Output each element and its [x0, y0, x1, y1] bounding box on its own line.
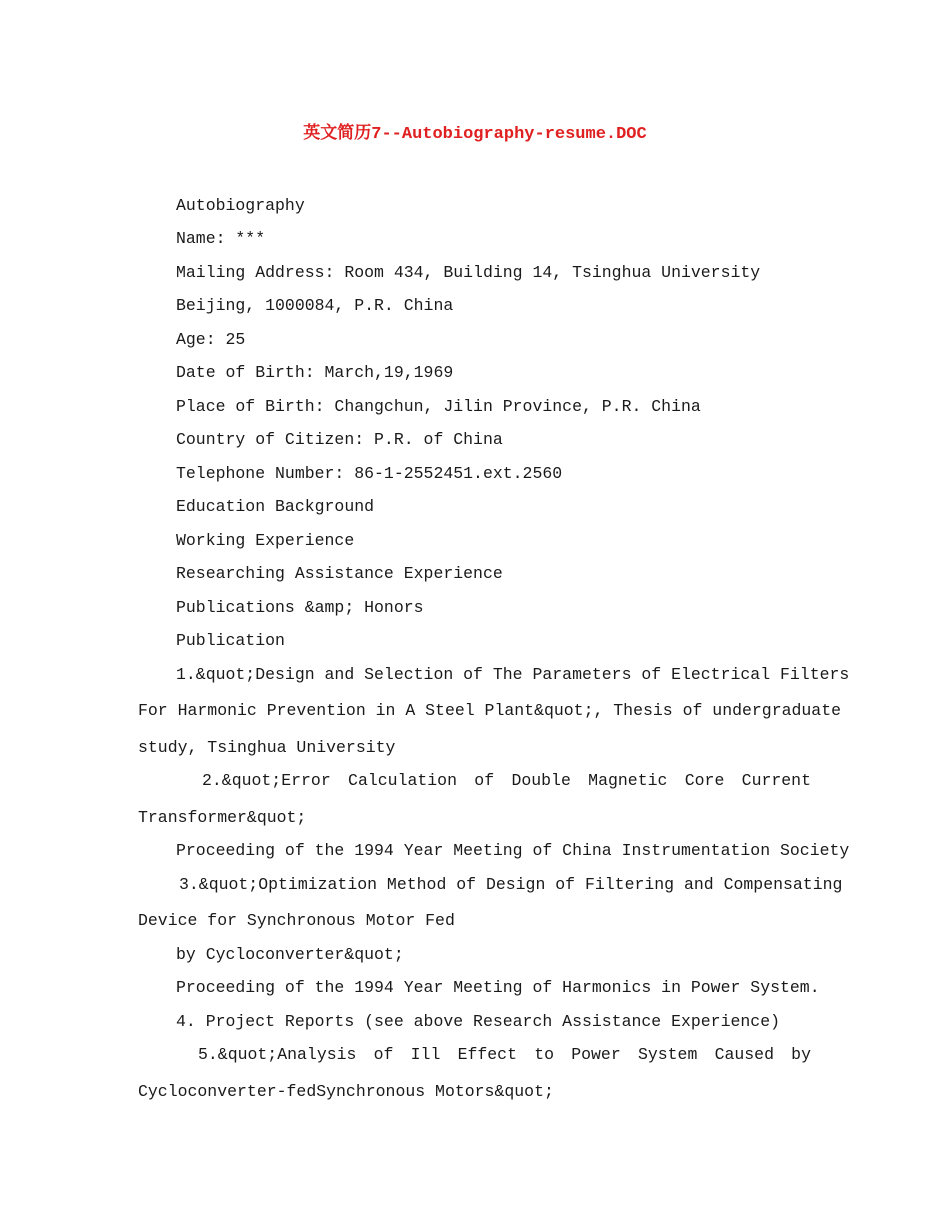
- text-line: Name: ***: [176, 229, 266, 248]
- text-line: Proceeding of the 1994 Year Meeting of China Instrumentation Society: [176, 841, 850, 860]
- text-line: 2.&quot;Error Calculation of Double Magnetic Core Current: [202, 771, 811, 790]
- text-line: Publication: [176, 631, 285, 650]
- text-line: Country of Citizen: P.R. of China: [176, 430, 503, 449]
- text-line: 5.&quot;Analysis of Ill Effect to Power System Caused by: [198, 1045, 811, 1064]
- text-line: Beijing, 1000084, P.R. China: [176, 296, 454, 315]
- text-line: 1.&quot;Design and Selection of The Parameters of Electrical Filters: [176, 665, 850, 684]
- document-title: 英文简历7--Autobiography-resume.DOC: [303, 125, 647, 144]
- text-line: study, Tsinghua University: [138, 738, 396, 757]
- text-line: Date of Birth: March,19,1969: [176, 363, 454, 382]
- text-line: Place of Birth: Changchun, Jilin Province, P.R. China: [176, 397, 701, 416]
- text-line: Autobiography: [176, 196, 305, 215]
- text-line: 4. Project Reports (see above Research Assistance Experience): [176, 1012, 780, 1031]
- text-line: 3.&quot;Optimization Method of Design of Filtering and Compensating: [179, 875, 843, 894]
- text-line: Publications &amp; Honors: [176, 598, 424, 617]
- text-line: Working Experience: [176, 531, 355, 550]
- text-line: Transformer&quot;: [138, 808, 307, 827]
- text-line: Education Background: [176, 497, 375, 516]
- text-line: Researching Assistance Experience: [176, 564, 503, 583]
- text-line: For Harmonic Prevention in A Steel Plant&quot;, Thesis of undergraduate: [138, 701, 842, 720]
- text-line: Mailing Address: Room 434, Building 14, Tsinghua University: [176, 263, 761, 282]
- text-line: Telephone Number: 86-1-2552451.ext.2560: [176, 464, 563, 483]
- text-line: Device for Synchronous Motor Fed: [138, 911, 455, 930]
- text-line: by Cycloconverter&quot;: [176, 945, 404, 964]
- text-line: Age: 25: [176, 330, 246, 349]
- text-line: Cycloconverter-fedSynchronous Motors&quot;: [138, 1082, 554, 1101]
- text-line: Proceeding of the 1994 Year Meeting of Harmonics in Power System.: [176, 978, 820, 997]
